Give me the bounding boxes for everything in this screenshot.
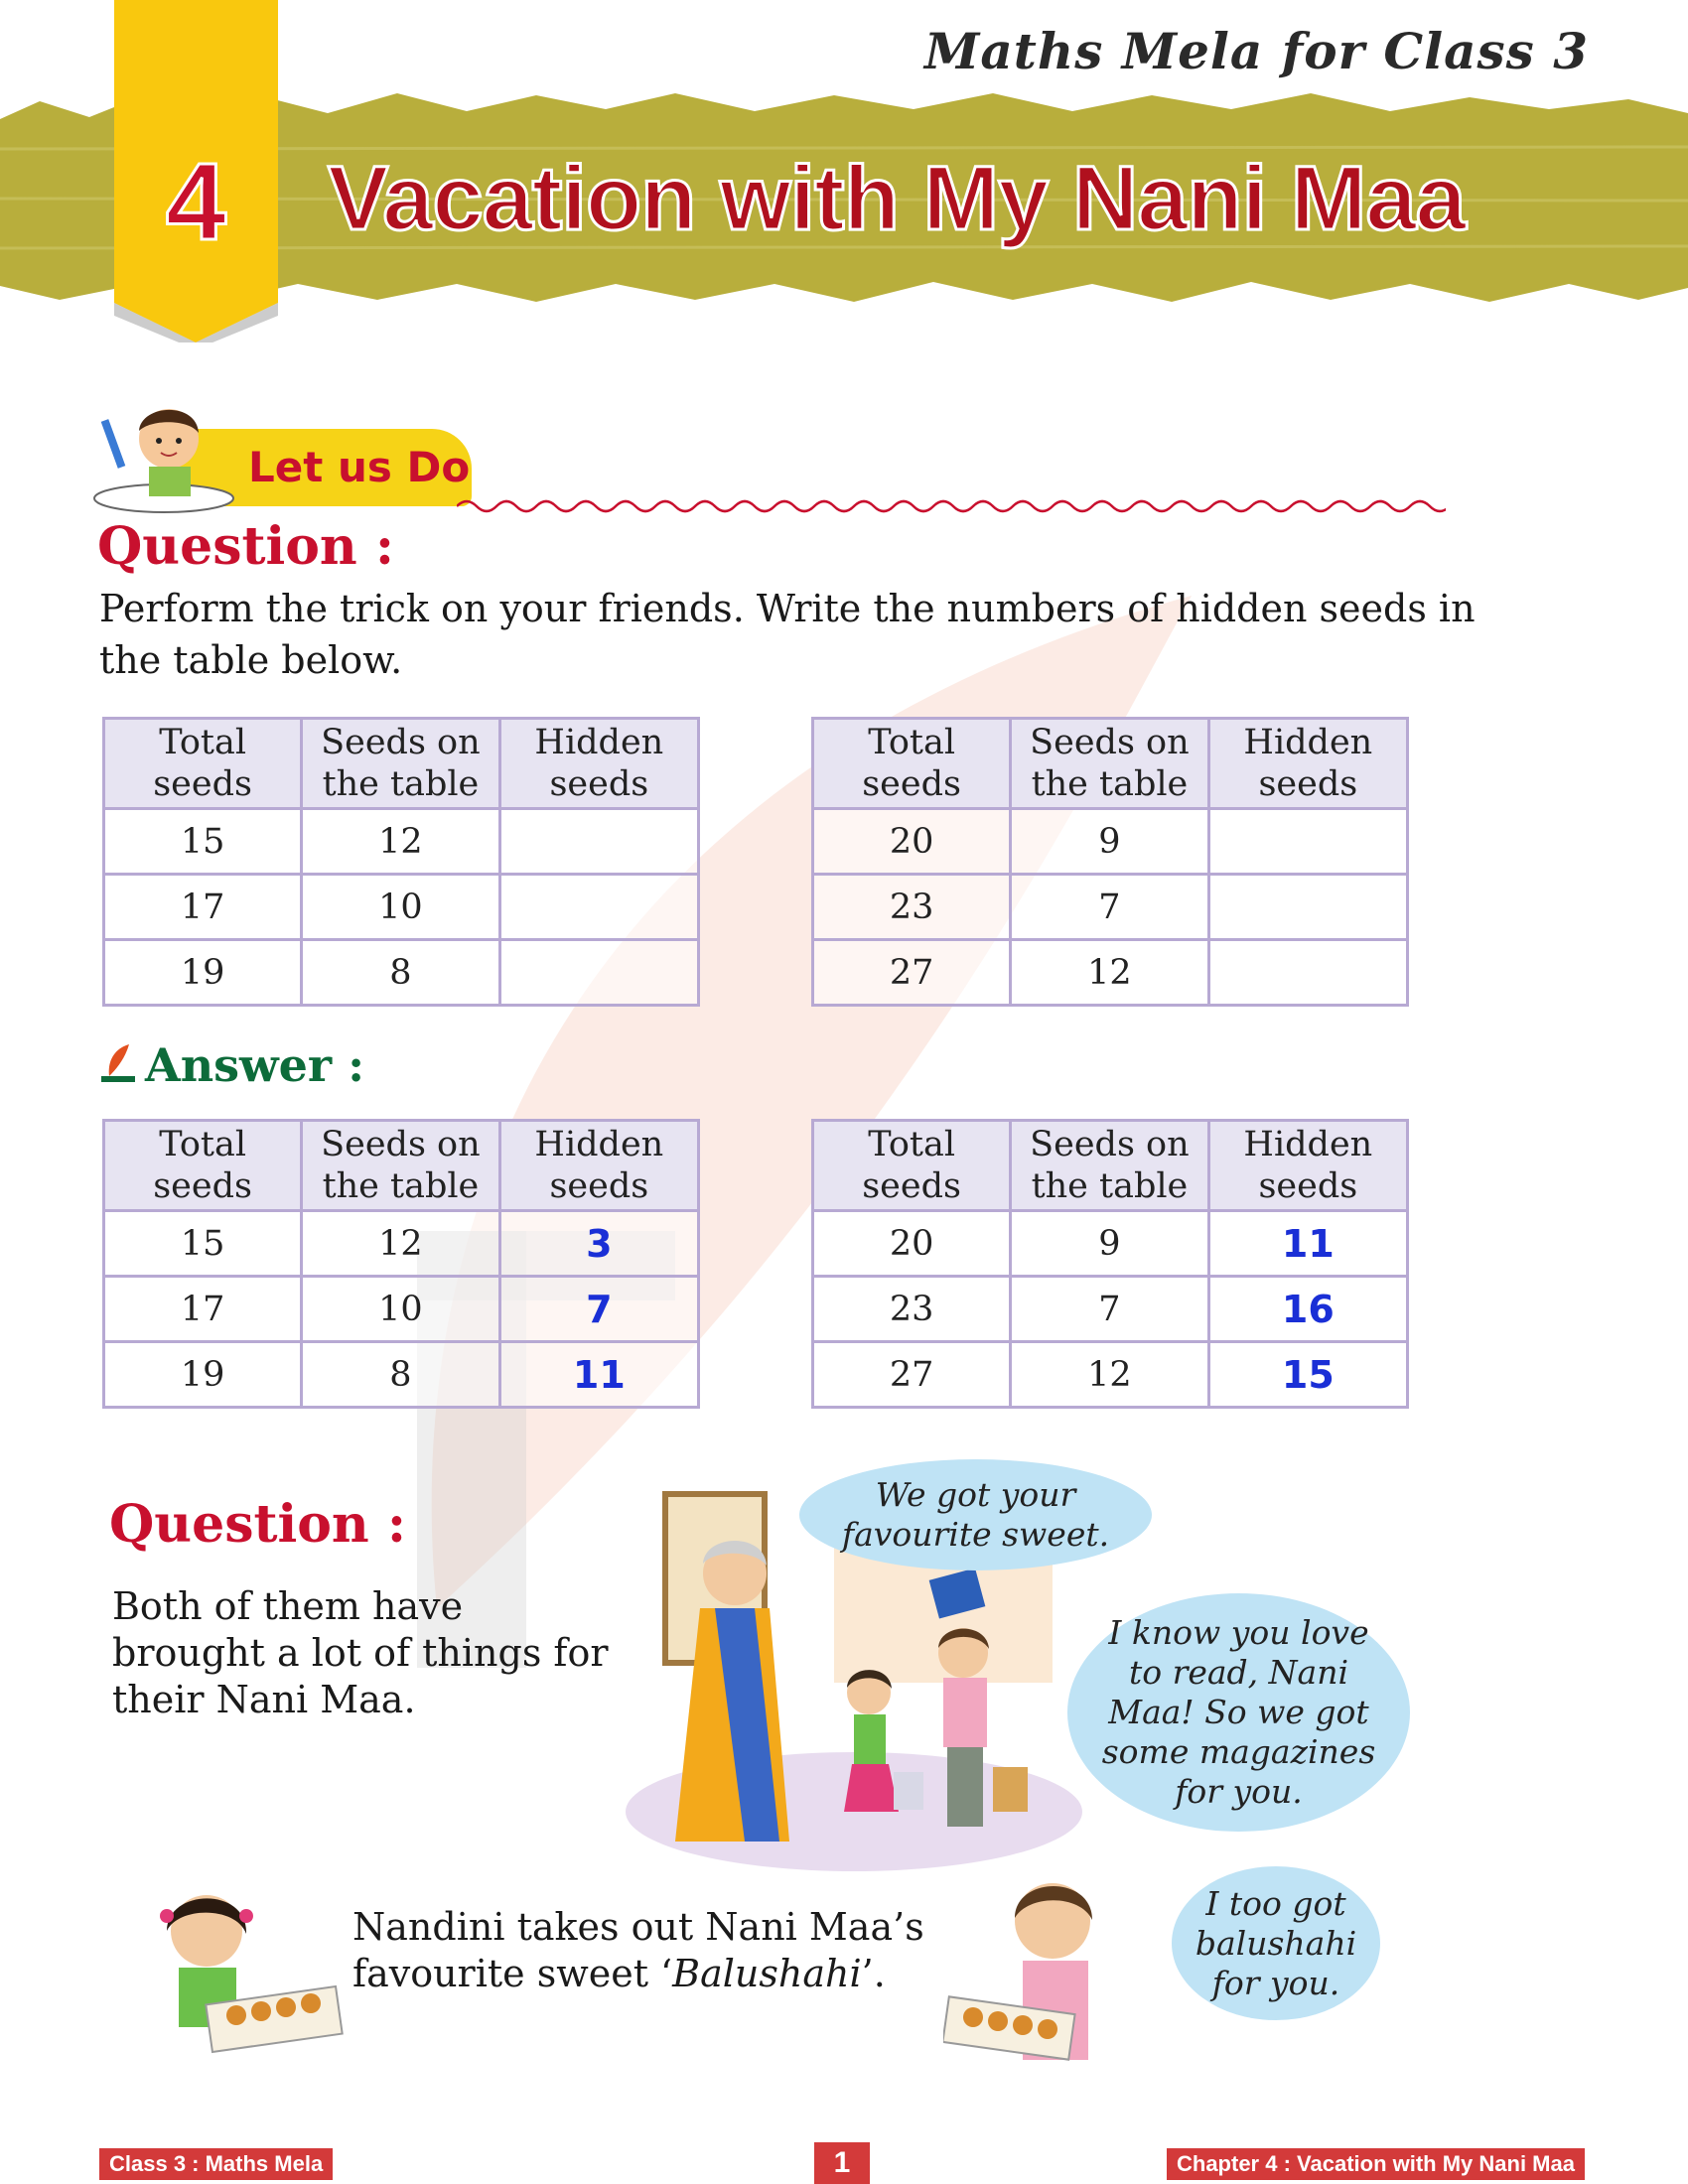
answer-table-left (102, 1119, 700, 1409)
speech-bubble-balushahi: I too got balushahi for you. (1172, 1866, 1380, 2020)
wavy-divider (457, 496, 1446, 516)
table-row (813, 1211, 1408, 1277)
question-2-line-3: their Nani Maa. (112, 1678, 416, 1721)
table-row (104, 940, 699, 1006)
cell-hidden-blank[interactable] (499, 940, 698, 1006)
cell-hidden-answer: 15 (1208, 1342, 1407, 1408)
table-row (813, 1342, 1408, 1408)
cell-total: 17 (104, 875, 302, 940)
cell-total: 27 (813, 940, 1011, 1006)
header-seeds-on-table: Seeds on the table (1011, 719, 1208, 809)
series-title: Maths Mela for Class 3 (924, 22, 1589, 80)
cell-total: 19 (104, 940, 302, 1006)
nandini-with-sweets-illustration (137, 1876, 346, 2055)
table-row (104, 1342, 699, 1408)
cell-on-table: 7 (1011, 1277, 1208, 1342)
let-us-do-label: Let us Do (248, 443, 471, 491)
header-total-seeds: Total seeds (813, 719, 1011, 809)
cell-total: 23 (813, 875, 1011, 940)
table-row (813, 875, 1408, 940)
table-row (104, 809, 699, 875)
answer-heading: Answer : (145, 1038, 365, 1092)
cell-on-table: 8 (302, 940, 499, 1006)
cell-on-table: 9 (1011, 1211, 1208, 1277)
question-table-right (811, 717, 1409, 1007)
cell-on-table: 12 (302, 809, 499, 875)
cell-total: 15 (104, 1211, 302, 1277)
question-2-line-2: brought a lot of things for (112, 1631, 609, 1675)
table-row (104, 875, 699, 940)
answer-quill-icon (99, 1042, 137, 1084)
table-row (104, 1277, 699, 1342)
nandini-caption-line-1: Nandini takes out Nani Maa’s (352, 1905, 924, 1949)
table-row (813, 940, 1408, 1006)
cell-hidden-answer: 11 (499, 1342, 698, 1408)
header-total-seeds: Total seeds (104, 1121, 302, 1211)
chapter-number: 4 (165, 141, 227, 263)
cell-on-table: 7 (1011, 875, 1208, 940)
cell-hidden-blank[interactable] (1208, 875, 1407, 940)
nandini-caption-line-2: favourite sweet ‘Balushahi’. (352, 1952, 886, 1995)
cell-hidden-blank[interactable] (499, 809, 698, 875)
footer-chapter-label: Chapter 4 : Vacation with My Nani Maa (1167, 2148, 1585, 2180)
cell-hidden-answer: 11 (1208, 1211, 1407, 1277)
question-1-line-2: the table below. (99, 638, 403, 682)
header-total-seeds: Total seeds (104, 719, 302, 809)
cell-total: 20 (813, 1211, 1011, 1277)
table-row (104, 1211, 699, 1277)
cell-on-table: 9 (1011, 809, 1208, 875)
question-1-line-1: Perform the trick on your friends. Write the numbers of hidden seeds in (99, 587, 1476, 630)
header-hidden-seeds: Hidden seeds (499, 719, 698, 809)
table-row (813, 809, 1408, 875)
cell-on-table: 10 (302, 875, 499, 940)
cell-on-table: 12 (302, 1211, 499, 1277)
question-2-text (112, 1583, 609, 1723)
cell-on-table: 12 (1011, 940, 1208, 1006)
cell-total: 27 (813, 1342, 1011, 1408)
boy-with-sweets-illustration (943, 1866, 1132, 2070)
cell-total: 23 (813, 1277, 1011, 1342)
header-hidden-seeds: Hidden seeds (499, 1121, 698, 1211)
cell-total: 17 (104, 1277, 302, 1342)
answer-table-right (811, 1119, 1409, 1409)
table-row (813, 1277, 1408, 1342)
cell-on-table: 10 (302, 1277, 499, 1342)
header-total-seeds: Total seeds (813, 1121, 1011, 1211)
footer-class-label: Class 3 : Maths Mela (99, 2148, 333, 2180)
question-1-text (99, 583, 1476, 686)
cell-total: 20 (813, 809, 1011, 875)
cell-hidden-blank[interactable] (1208, 809, 1407, 875)
cell-hidden-blank[interactable] (1208, 940, 1407, 1006)
header-seeds-on-table: Seeds on the table (1011, 1121, 1208, 1211)
question-2-line-1: Both of them have (112, 1584, 464, 1628)
cell-on-table: 12 (1011, 1342, 1208, 1408)
cell-hidden-answer: 7 (499, 1277, 698, 1342)
speech-bubble-magazines: I know you love to read, Nani Maa! So we got some magazines for you. (1067, 1593, 1410, 1832)
cell-on-table: 8 (302, 1342, 499, 1408)
cell-hidden-blank[interactable] (499, 875, 698, 940)
header-hidden-seeds: Hidden seeds (1208, 719, 1407, 809)
chapter-title: Vacation with My Nani Maa (328, 148, 1466, 249)
question-1-heading: Question : (97, 516, 395, 577)
header-seeds-on-table: Seeds on the table (302, 719, 499, 809)
cell-hidden-answer: 3 (499, 1211, 698, 1277)
reading-girl-illustration (89, 389, 238, 513)
header-hidden-seeds: Hidden seeds (1208, 1121, 1407, 1211)
nandini-caption (352, 1904, 924, 1997)
question-table-left (102, 717, 700, 1007)
cell-total: 19 (104, 1342, 302, 1408)
cell-hidden-answer: 16 (1208, 1277, 1407, 1342)
cell-total: 15 (104, 809, 302, 875)
question-2-heading: Question : (109, 1494, 407, 1555)
speech-bubble-sweet: We got your favourite sweet. (799, 1459, 1152, 1570)
header-seeds-on-table: Seeds on the table (302, 1121, 499, 1211)
page-number: 1 (814, 2142, 870, 2184)
